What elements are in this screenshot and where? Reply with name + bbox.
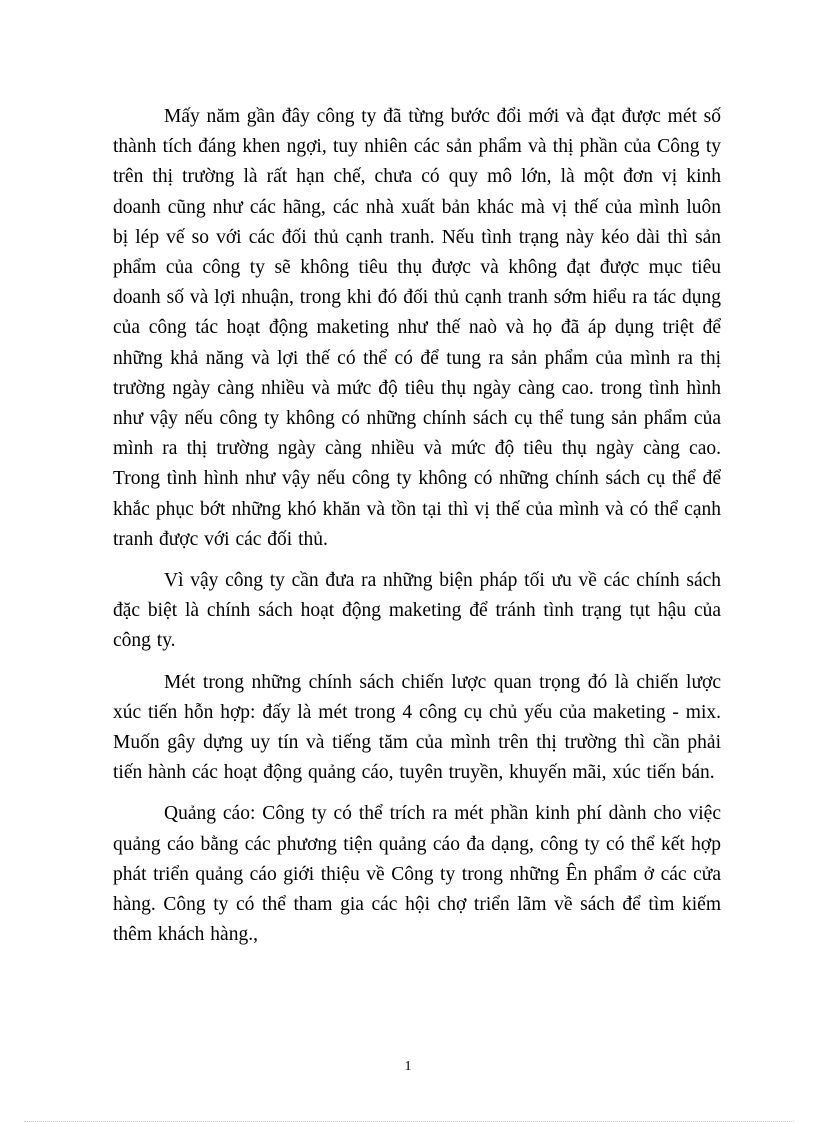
page-number: 1	[404, 1059, 412, 1074]
paragraph-1: Mấy năm gần đây công ty đã từng bước đổi mới và đạt được mét số thành tích đáng khen ngợi, tuy nhiên các sản phẩm và thị phần của Công ty trên thị trường là rất hạn chế, chưa có quy mô lớn, là một đơn vị kinh doanh cũng như các hãng, các nhà xuất bản khác mà vị thế của mình luôn bị lép vế so với các đối thủ cạnh tranh. Nếu tình trạng này kéo dài thì sản phẩm của công ty sẽ không tiêu thụ được và không đạt được mục tiêu doanh số và lợi nhuận, trong khi đó đối thủ cạnh tranh sớm hiểu ra tác dụng của công tác hoạt động maketing như thế naò và họ đã áp dụng triệt để những khả năng và lợi thế có thể có để tung ra sản phẩm của mình ra thị trường ngày càng nhiều và mức độ tiêu thụ ngày càng cao. trong tình hình như vậy nếu công ty không có những chính sách cụ thể tung sản phẩm của mình ra thị trường ngày càng nhiều và mức độ tiêu thụ ngày càng cao. Trong tình hình như vậy nếu công ty không có những chính sách cụ thể để khắc phục bớt những khó khăn và tồn tại thì vị thế của mình và có thể cạnh tranh được với các đối thủ.	[113, 106, 721, 550]
paragraph-2: Vì vậy công ty cần đưa ra những biện pháp tối ưu về các chính sách đặc biệt là chính sách hoạt động maketing để tránh tình trạng tụt hậu của công ty.	[113, 570, 721, 652]
document-body	[113, 102, 721, 961]
paragraph-3: Mét trong những chính sách chiến lược quan trọng đó là chiến lược xúc tiến hỗn hợp: đấy là mét trong 4 công cụ chủ yếu của maketing - mix. Muốn gây dựng uy tín và tiếng tăm của mình trên thị trường thì cần phải tiến hành các hoạt động quảng cáo, tuyên truyền, khuyến mãi, xúc tiến bán.	[113, 671, 721, 784]
page-bottom-divider	[24, 1121, 794, 1122]
paragraph-4: Quảng cáo: Công ty có thể trích ra mét phần kinh phí dành cho việc quảng cáo bằng các phương tiện quảng cáo đa dạng, công ty có thể kết hợp phát triển quảng cáo giới thiệu về Công ty trong những Ên phẩm ở các cửa hàng. Công ty có thể tham gia các hội chợ triển lãm về sách để tìm kiếm thêm khách hàng.,	[113, 803, 721, 946]
